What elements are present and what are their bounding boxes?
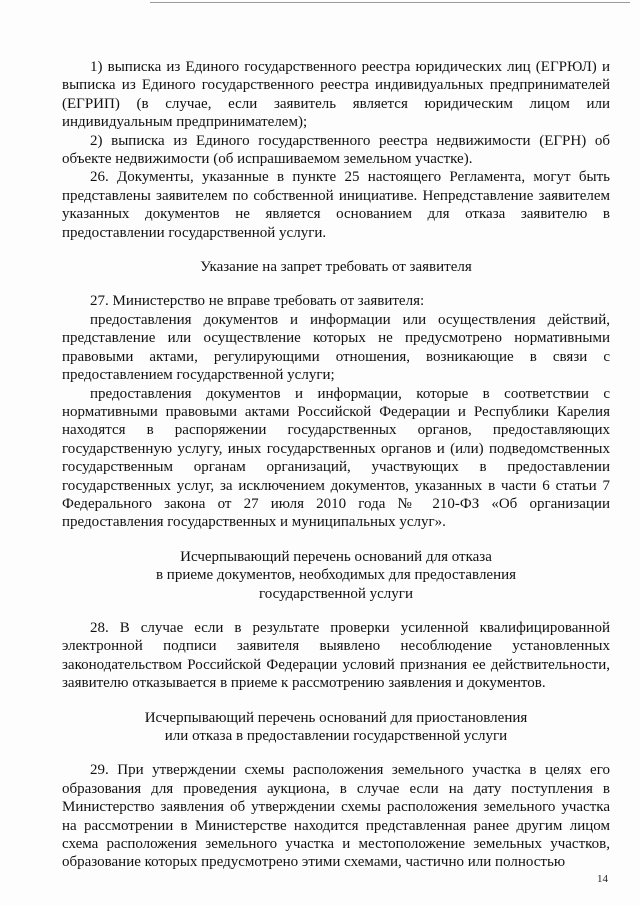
paragraph-29: 29. При утверждении схемы расположения земельного участка в целях его образования для проведения аукциона, в случае если на дату поступления в Министерство заявления об утверждении схемы расположения земельного участка на рассмотрении в Министерстве находится представленная ранее другим лицом схема расположения земельного участка и местоположение земельных участков, образование которых предусмотрено этими схемами, частично или полностью bbox=[62, 762, 610, 871]
heading-prohibition bbox=[62, 258, 610, 276]
heading-prohibition-line: Указание на запрет требовать от заявителя bbox=[200, 259, 472, 276]
heading-suspension-line-1: Исчерпывающий перечень оснований для приостановления bbox=[144, 709, 528, 726]
heading-suspension bbox=[62, 709, 610, 746]
heading-refusal-line-1: Исчерпывающий перечень оснований для отказа bbox=[180, 548, 492, 565]
paragraph-egrul-egrip: 1) выписка из Единого государственного реестра юридических лиц (ЕГРЮЛ) и выписка из Единого государственного реестра индивидуальных предпринимателей (ЕГРИП) (в случае, если заявитель является юридическим лицом или индивидуальным предпринимателем); bbox=[62, 59, 610, 131]
paragraph-egrn: 2) выписка из Единого государственного реестра недвижимости (ЕГРН) об объекте недвижимости (об испрашиваемом земельном участке). bbox=[62, 132, 610, 168]
paragraph-26: 26. Документы, указанные в пункте 25 настоящего Регламента, могут быть представлены заявителем по собственной инициативе. Непредставление заявителем указанных документов не является основанием для отказа заявителю в предоставлении государственной услуги. bbox=[62, 169, 610, 241]
heading-suspension-line-2: или отказа в предоставлении государственной услуги bbox=[164, 728, 508, 744]
paragraph-27: 27. Министерство не вправе требовать от заявителя: bbox=[90, 293, 425, 310]
top-rule bbox=[150, 2, 630, 3]
document-body bbox=[62, 58, 610, 872]
heading-refusal-line-3: государственной услуги bbox=[259, 585, 413, 602]
heading-refusal-line-2: в приеме документов, необходимых для предоставления bbox=[155, 567, 517, 584]
page-number: 14 bbox=[597, 873, 608, 885]
paragraph-28: 28. В случае если в результате проверки усиленной квалифицированной электронной подписи заявителя выявлено несоблюдение установленных законодательством Российской Федерации условий признания ее действительности, заявителю отказывается в приеме к рассмотрению заявления и документов. bbox=[62, 619, 610, 692]
paragraph-27-item-1: предоставления документов и информации или осуществления действий, представление или осуществление которых не предусмотрено нормативными правовыми актами, регулирующими отношения, возникающие в связи с предоставлением государственной услуги; bbox=[62, 311, 610, 384]
heading-refusal-acceptance bbox=[62, 548, 610, 603]
paragraph-27-item-2: предоставления документов и информации, которые в соответствии с нормативными правовыми актами Российской Федерации и Республики Карелия находятся в распоряжении государственных органов, предоставляющих государственную услугу, иных государственных органов и (или) подведомственных государственным органам организаций, участвующих в предоставлении государственных услуг, за исключением документов, указанных в части 6 статьи 7 Федерального закона от 27 июля 2010 года № 210-ФЗ «Об организации предоставления государственных и муниципальных услуг». bbox=[62, 385, 610, 531]
